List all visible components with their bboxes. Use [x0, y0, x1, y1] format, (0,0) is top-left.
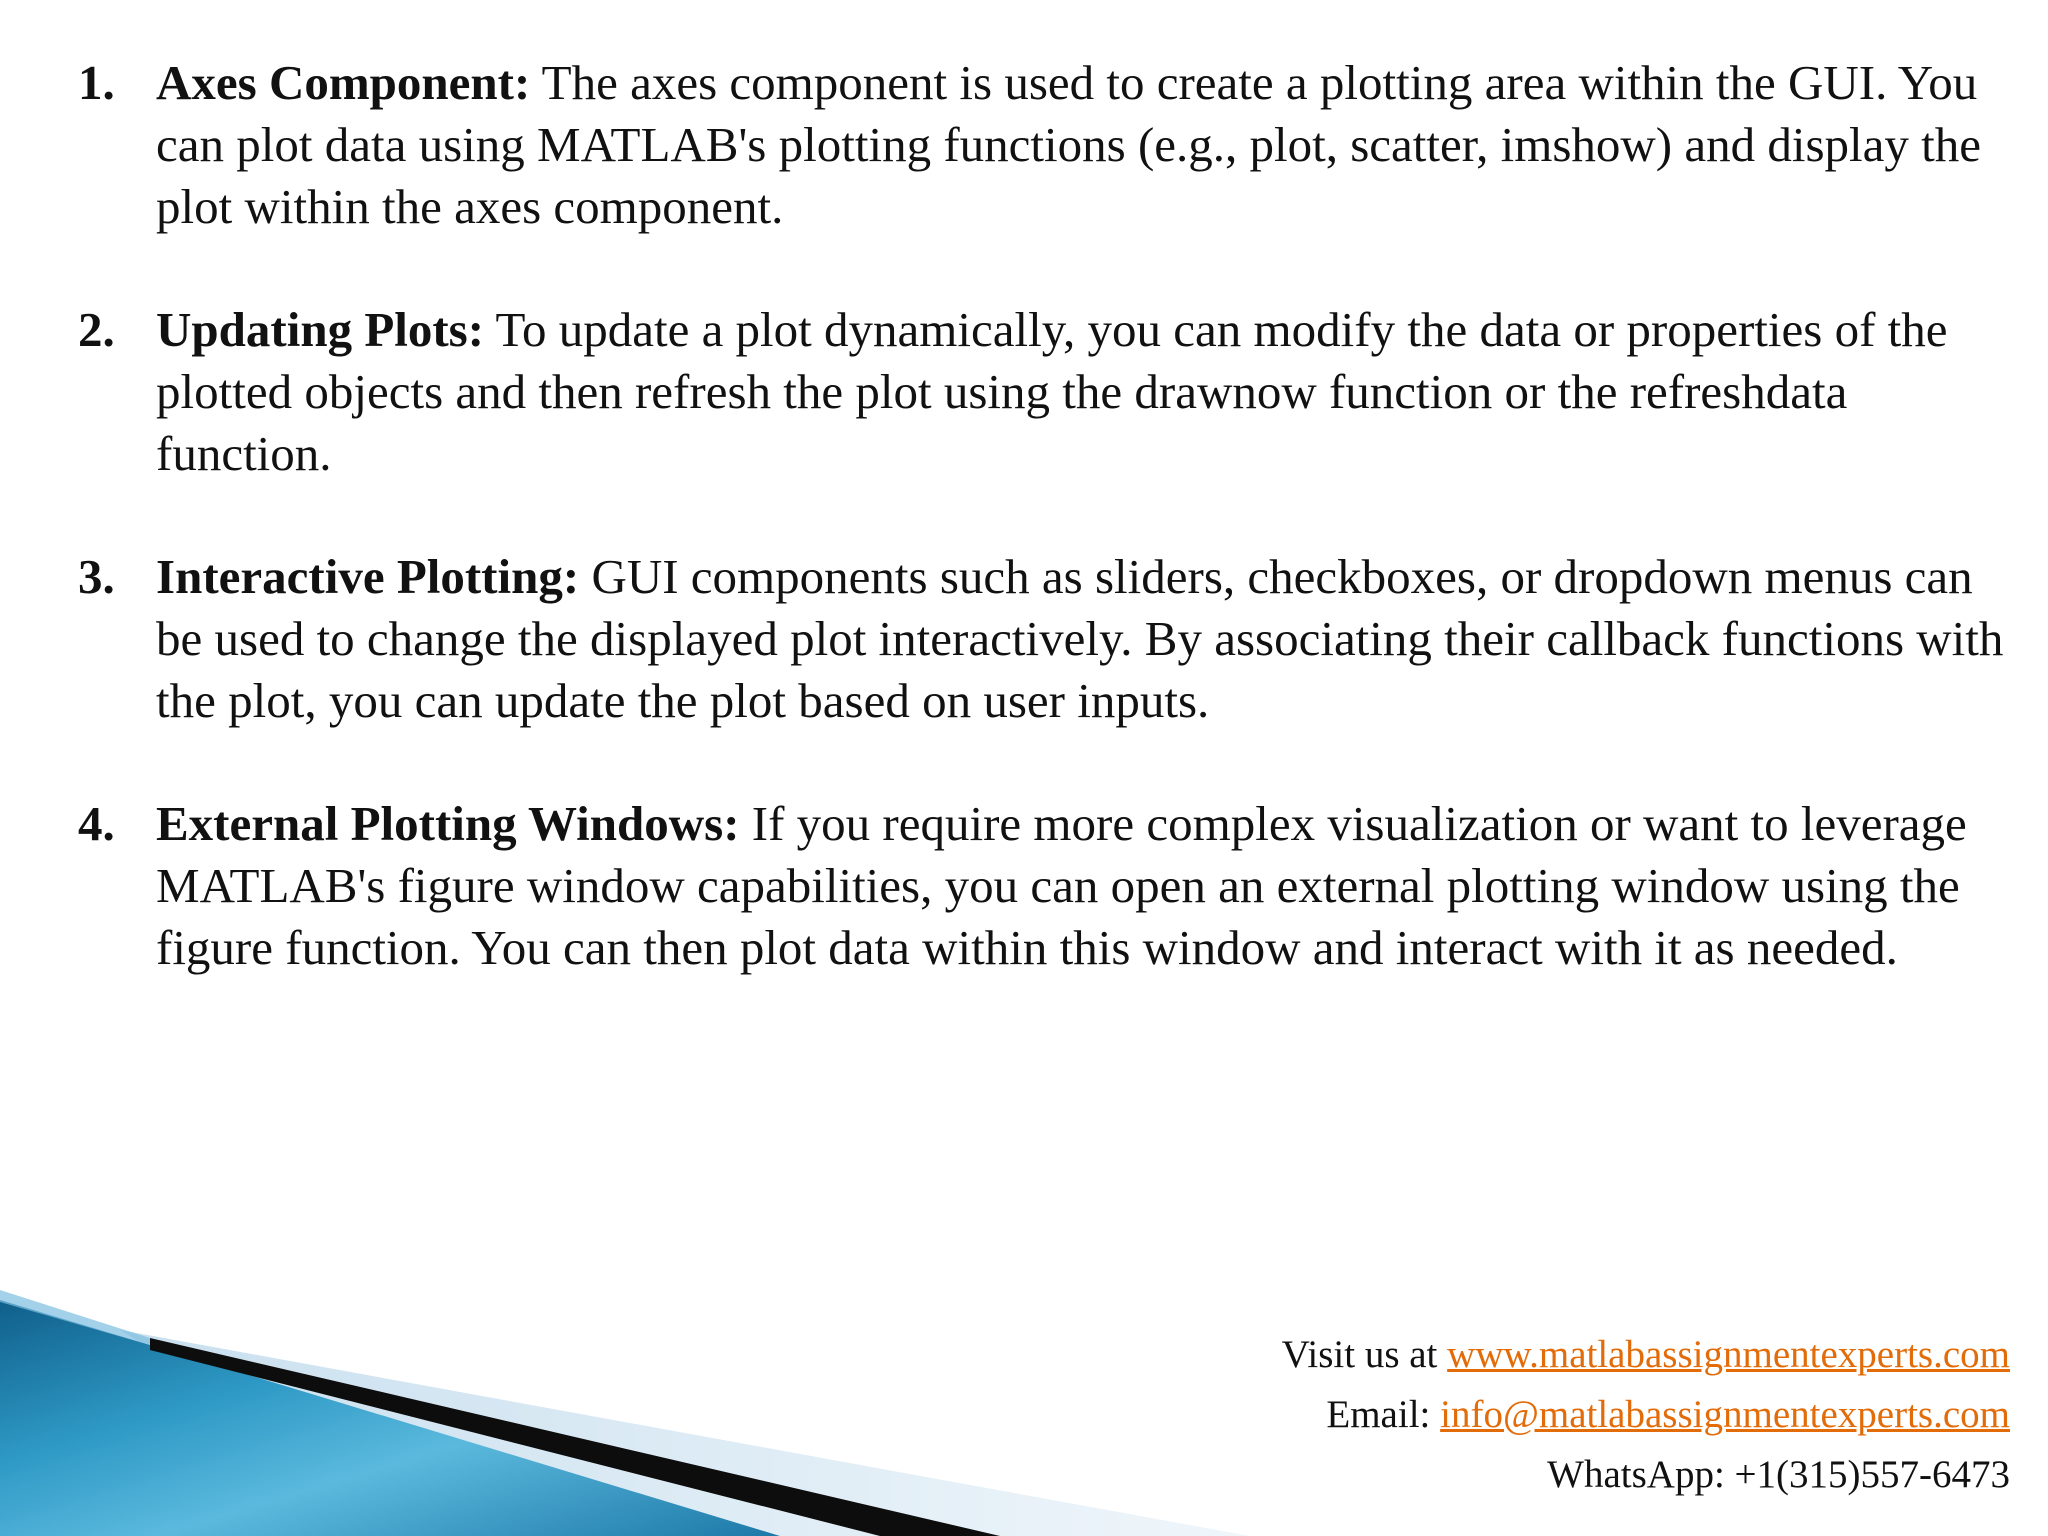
item-term: External Plotting Windows:	[156, 796, 740, 851]
item-text: The axes component is used to create a plotting area within the GUI. You can plot data using MATLAB's plotting functions (e.g., plot, scatter, imshow) and display the plot within the axes component.	[156, 55, 1982, 234]
item-number: 2.	[78, 302, 115, 357]
item-text: To update a plot dynamically, you can modify the data or properties of the plotted objects and then refresh the plot using the drawnow function or the refreshdata function.	[156, 302, 1948, 481]
website-link[interactable]: www.matlabassignmentexperts.com	[1447, 1333, 2010, 1376]
item-text: GUI components such as sliders, checkboxes, or dropdown menus can be used to change the displayed plot interactively. By associating their callback functions with the plot, you can update the plot based on user inputs.	[156, 549, 2004, 728]
list-item-axes-component	[78, 52, 2008, 238]
item-term: Interactive Plotting:	[156, 549, 580, 604]
email-label: Email:	[1326, 1393, 1441, 1436]
email-line	[1282, 1385, 2010, 1445]
item-text: If you require more complex visualization or want to leverage MATLAB's figure window capabilities, you can open an external plotting window using the figure function. You can then plot data within this window and interact with it as needed.	[156, 796, 1967, 975]
email-link[interactable]: info@matlabassignmentexperts.com	[1440, 1393, 2010, 1436]
decorative-swoosh	[0, 1290, 1250, 1536]
list-item-interactive-plotting	[78, 546, 2008, 732]
item-number: 3.	[78, 549, 115, 604]
website-line	[1282, 1325, 2010, 1385]
item-term: Updating Plots:	[156, 302, 485, 357]
content-list	[78, 52, 2008, 1040]
whatsapp-line: WhatsApp: +1(315)557-6473	[1547, 1453, 2010, 1496]
item-number: 1.	[78, 55, 115, 110]
visit-label: Visit us at	[1281, 1333, 1448, 1376]
list-item-updating-plots	[78, 299, 2008, 485]
contact-footer	[1282, 1325, 2010, 1505]
list-item-external-plotting-windows	[78, 793, 2008, 979]
item-number: 4.	[78, 796, 115, 851]
item-term: Axes Component:	[156, 55, 531, 110]
